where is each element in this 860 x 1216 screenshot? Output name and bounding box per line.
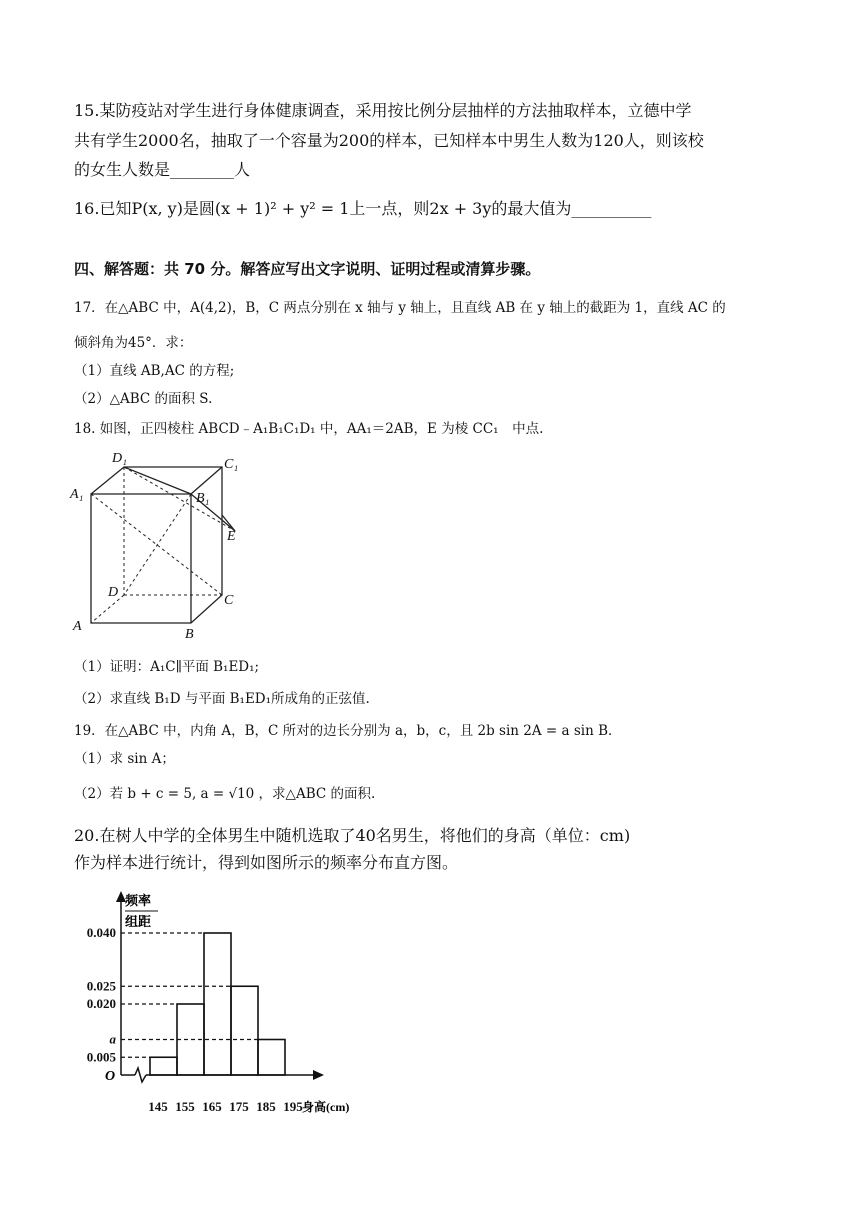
histogram-bar	[258, 1040, 285, 1076]
q20-line2: 作为样本进行统计，得到如图所示的频率分布直方图。	[74, 853, 459, 872]
q19-line1: 19．在△ABC 中，内角 A，B，C 所对的边长分别为 a，b，c，且 2b sin 2A = a sin B．	[74, 723, 622, 739]
x-tick-label: 185	[256, 1099, 276, 1114]
q15-line3: 的女生人数是________人	[74, 160, 251, 179]
label-A1: A₁	[70, 487, 84, 502]
q19-part1: （1）求 sin A；	[74, 751, 175, 767]
q16-line1: 16.已知P(x, y)是圆(x + 1)² + y² = 1上一点，则2x + 3y的最大值为__________	[74, 199, 652, 218]
histogram-bar	[204, 933, 231, 1075]
label-B: B	[185, 627, 194, 642]
ylabel-bottom: 组距	[125, 914, 152, 929]
label-D1: D₁	[112, 451, 127, 466]
histogram-bar	[150, 1057, 177, 1075]
q17-part2: （2）△ABC 的面积 S.	[74, 391, 213, 407]
x-tick-label: 195	[283, 1099, 303, 1114]
label-A: A	[73, 619, 82, 634]
frequency-histogram	[60, 885, 370, 1120]
y-tick-label: a	[109, 1031, 116, 1047]
y-tick-label: 0.040	[86, 925, 116, 940]
label-B1: B₁	[196, 491, 210, 506]
prism-figure	[60, 440, 260, 646]
q19-part2: （2）若 b + c = 5, a = √10 ，求△ABC 的面积.	[74, 786, 376, 802]
y-tick-label: 0.005	[86, 1049, 116, 1065]
x-tick-label: 155	[175, 1099, 195, 1114]
q18-line1: 18. 如图，正四棱柱 ABCD﹣A₁B₁C₁D₁ 中，AA₁＝2AB，E 为棱 CC₁ 中点.	[74, 421, 544, 437]
q20-line1: 20.在树人中学的全体男生中随机选取了40名男生，将他们的身高（单位：cm)	[74, 826, 631, 845]
section-heading: 四、解答题：共 70 分。解答应写出文字说明、证明过程或清算步骤。	[74, 260, 541, 278]
histogram-bar	[231, 986, 258, 1075]
q18-part2: （2）求直线 B₁D 与平面 B₁ED₁所成角的正弦值.	[74, 691, 370, 707]
label-D: D	[108, 585, 119, 600]
q17-line1: 17．在△ABC 中，A(4,2)，B，C 两点分别在 x 轴与 y 轴上，且直线 AB 在 y 轴上的截距为 1，直线 AC 的	[74, 300, 726, 316]
q17-part1: （1）直线 AB,AC 的方程;	[74, 363, 235, 379]
label-E: E	[227, 529, 236, 544]
ylabel-top: 频率	[125, 893, 152, 908]
x-axis-label: 身高(cm)	[302, 1100, 350, 1114]
y-tick-label: 0.020	[86, 996, 116, 1011]
q18-part1: （1）证明：A₁C∥平面 B₁ED₁;	[74, 659, 260, 675]
q15-line2: 共有学生2000名，抽取了一个容量为200的样本，已知样本中男生人数为120人，则该校	[74, 131, 704, 150]
label-C1: C₁	[224, 457, 239, 472]
x-tick-label: 165	[202, 1099, 222, 1114]
origin-label: O	[105, 1069, 116, 1084]
label-C: C	[224, 593, 234, 608]
x-tick-label: 175	[229, 1099, 249, 1114]
q17-line2: 倾斜角为45°．求：	[74, 335, 193, 351]
x-tick-label: 145	[148, 1099, 168, 1114]
q15-line1: 15.某防疫站对学生进行身体健康调查，采用按比例分层抽样的方法抽取样本，立德中学	[74, 101, 692, 120]
y-tick-label: 0.025	[86, 978, 116, 994]
